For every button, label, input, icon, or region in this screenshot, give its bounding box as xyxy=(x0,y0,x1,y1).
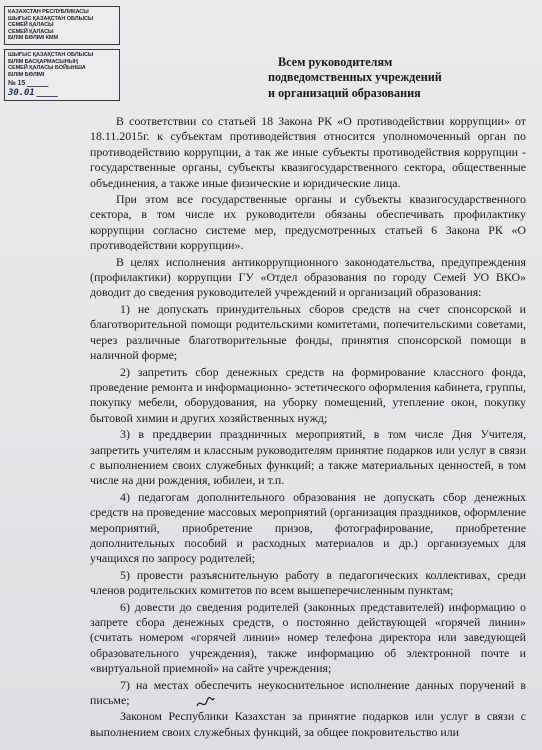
list-item: 4) педагогам дополнительного образования не допускать сбор денежных средств на проведение массовых мероприятий (организация праздников, оформление мероприятий, приобретение призов, фотографирование, приобретение дополнительных пособий и расходных материалов и др.) организуемых для учащихся по запросу родителей; xyxy=(90,489,526,566)
stamp-line: ШЫҒЫС ҚАЗАҚСТАН ОБЛЫСЫ xyxy=(8,51,94,58)
addressee-line: подведомственных учреждений xyxy=(268,70,442,85)
stamp-registration-date xyxy=(8,87,116,98)
addressee-block xyxy=(268,55,528,101)
addressee-line: Всем руководителям xyxy=(278,55,393,69)
addressee-line: и организаций образования xyxy=(268,85,421,100)
paragraph: При этом все государственные органы и субъекты квазигосударственного сектора, в том числе их руководители обязаны обеспечивать профилактику коррупции согласно системе мер, предусмотренных статьей 6 Закона РК «О противодействии коррупции». xyxy=(90,192,526,253)
list-item: 2) запретить сбор денежных средств на формирование классного фонда, проведение ремонта и информационно- эстетического оформления кабинета, группы, покупку мебели, оборудования, на уборку помещений, утепление окон, покупку бытовой химии и других хозяйственных нужд; xyxy=(90,364,526,425)
stamp-line: КАЗАХСТАН РЕСПУБЛИКАСЫ xyxy=(8,9,89,15)
letter-body xyxy=(90,114,526,740)
list-item: 7) на местах обеспечить неукоснительное исполнение данных поручений в письме; xyxy=(90,677,526,708)
stamp-line: БІЛІМ БӨЛІМІ КММ xyxy=(8,35,59,42)
reg-date-handwritten: ____ xyxy=(36,87,58,98)
list-item: 5) провести разъяснительную работу в педагогических коллективах, среди членов родительских комитетов по всем вышеперечисленным пунктам; xyxy=(90,567,526,598)
reg-date: 30.01 xyxy=(8,87,35,98)
stamp-line: СЕМЕЙ ҚАЛАСЫ xyxy=(8,22,54,29)
stamp-line: СЕМЕЙ ҚАЛАСЫ БОЙЫНША xyxy=(8,65,86,72)
paragraph: В соответствии со статьей 18 Закона РК «О противодействии коррупции» от 18.11.2015г. к субъектам противодействия относится уполномоченный орган по противодействию коррупции, а так же иные субъекты противодействия коррупции - государственные органы, субъекты квазигосударственного сектора, общественные объединения, а также иные физические и юридические лица. xyxy=(90,114,526,190)
stamp-box-top xyxy=(4,6,120,45)
paragraph: В целях исполнения антикоррупционного законодательства, предупреждения (профилактики) коррупции ГУ «Отдел образования по городу Семей УО ВКО» доводит до сведения руководителей учреждений и организаций образования: xyxy=(90,254,526,300)
reg-number: № 15 xyxy=(8,80,26,88)
list-item: 6) довести до сведения родителей (законных представителей) информацию о запрете сбора денежных средств, о постоянно действующей «горячей линии» (считать номером «горячей линии» номер телефона директора или заведующей образовательного учреждения), также информацию об электронной почте и «виртуальной приемной» на сайте учреждения; xyxy=(90,599,526,676)
stamp-line: СЕМЕЙ ҚАЛАСЫ xyxy=(8,28,54,35)
pen-mark-icon xyxy=(194,692,216,714)
list-item: 1) не допускать принудительных сборов средств на счет спонсорской и благотворительной помощи родительскими комитетами, попечительскими советами, через различные благотворительные фонды, принятия спонсорской помощи в наличной форме; xyxy=(90,301,526,363)
reg-number-handwritten: ____ xyxy=(27,78,49,89)
closing-paragraph: Законом Республики Казахстан за принятие подарков или услуг в связи с выполнением своих служебных функций, за общее покровительство или xyxy=(90,709,526,739)
stamp-line: ШЫҒЫС ҚАЗАҚСТАН ОБЛЫСЫ xyxy=(8,15,94,22)
stamp-box-bottom xyxy=(4,49,120,101)
list-item: 3) в преддверии праздничных мероприятий, в том числе Дня Учителя, запретить учителям и классным руководителям принятие подарков или услуг в связи с выполнением своих служебных функций; а также материальных ценностей, в том числе на дни рождения, юбилеи, и т.п. xyxy=(90,427,526,488)
stamp-line: БІЛІМ БАСҚАРМАСЫНЫҢ xyxy=(8,58,78,65)
stamp-line: БІЛІМ БӨЛІМІ xyxy=(8,71,45,78)
stamp-registration-number xyxy=(8,80,116,88)
